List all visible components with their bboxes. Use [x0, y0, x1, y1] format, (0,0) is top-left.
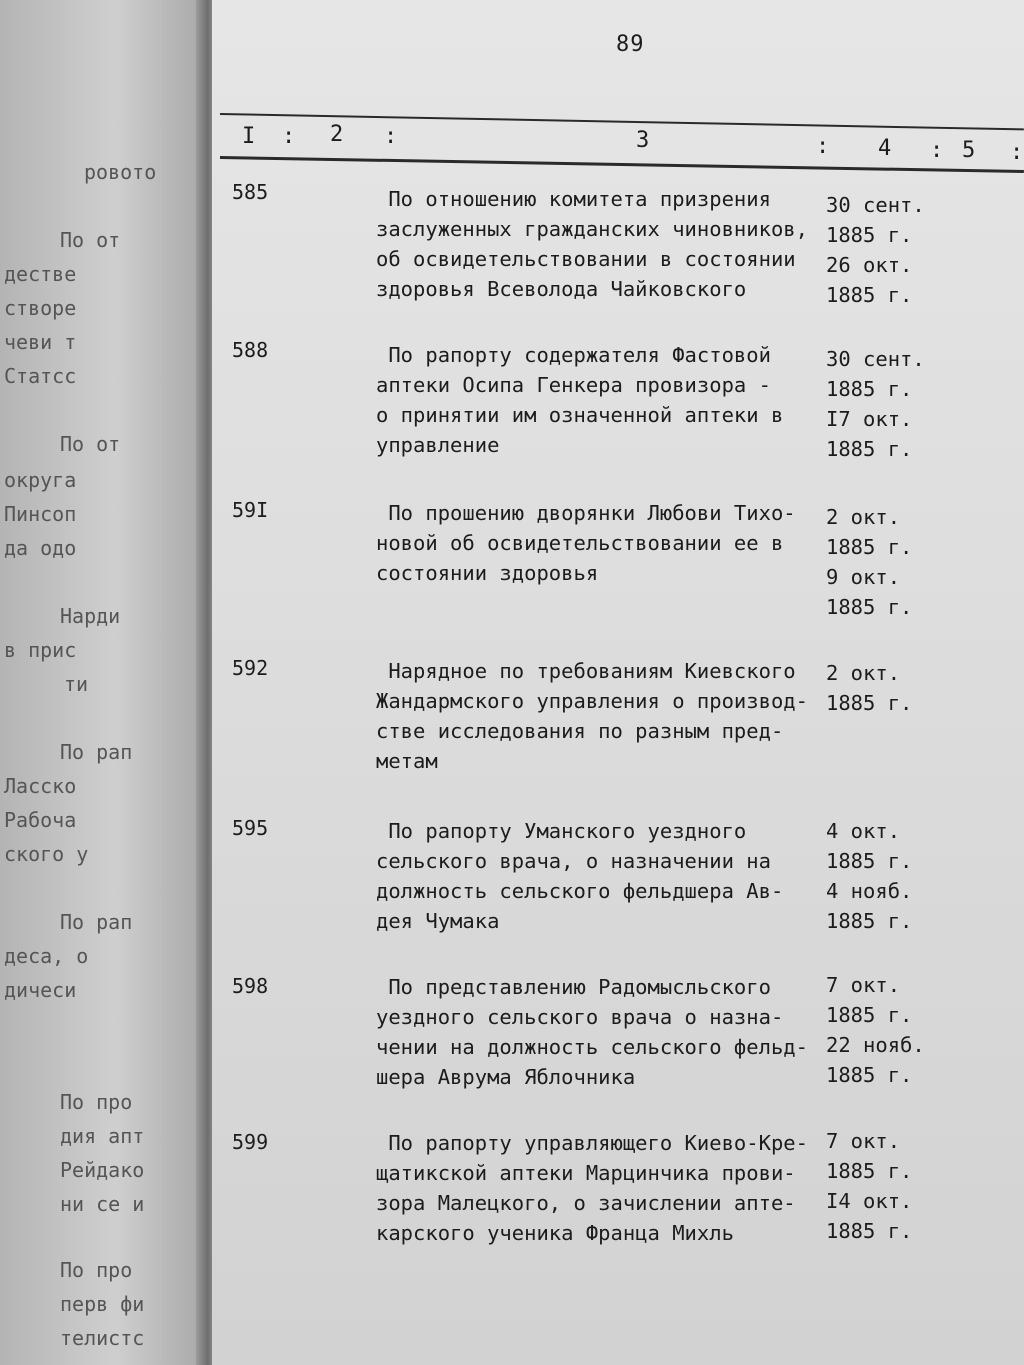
- fragment: дичеси: [4, 978, 77, 1002]
- facing-page: [0, 0, 210, 1365]
- entry-dates: [826, 1126, 946, 1246]
- fragment: дестве: [4, 262, 77, 286]
- fragment: в прис: [4, 638, 77, 662]
- fragment: Нарди: [60, 604, 121, 628]
- description-line: стве исследования по разным пред-: [376, 719, 784, 743]
- header-separator: :: [816, 134, 830, 159]
- date-end: 9 окт.: [826, 565, 901, 589]
- description-line: сельского врача, о назначении на: [376, 849, 771, 873]
- date-start: 4 окт.: [826, 819, 901, 843]
- fragment: ского у: [4, 842, 89, 866]
- description-line: По рапорту Уманского уездного: [376, 819, 747, 843]
- header-separator: :: [930, 138, 944, 163]
- description-line: По представлению Радомысльского: [376, 975, 771, 999]
- fragment: По про: [60, 1090, 133, 1114]
- fragment: Ласско: [4, 774, 77, 798]
- fragment: По от: [60, 432, 121, 456]
- fragment: Рейдако: [60, 1158, 145, 1182]
- fragment: дия апт: [60, 1124, 145, 1148]
- year-start: 1885 г.: [826, 1159, 913, 1183]
- fragment: створе: [4, 296, 77, 320]
- fragment: Статсс: [4, 364, 77, 388]
- entry-dates: [826, 344, 946, 464]
- description-line: заслуженных гражданских чиновников,: [376, 217, 808, 241]
- fragment: По от: [60, 228, 121, 252]
- date-start: 2 окт.: [826, 661, 901, 685]
- year-start: 1885 г.: [826, 535, 913, 559]
- entry-dates: [826, 816, 946, 936]
- entry-dates: [826, 502, 946, 622]
- entry-description: [376, 1128, 830, 1248]
- year-end: 1885 г.: [826, 283, 913, 307]
- description-line: об освидетельствовании в состоянии: [376, 247, 796, 271]
- description-line: карского ученика Франца Михль: [376, 1221, 734, 1245]
- description-line: По рапорту содержателя Фастовой: [376, 343, 771, 367]
- year-end: 1885 г.: [826, 595, 913, 619]
- header-separator: :: [1010, 140, 1024, 165]
- description-line: о принятии им означенной аптеки в: [376, 403, 784, 427]
- header-col-3: 3: [636, 128, 650, 153]
- entry-description: [376, 498, 830, 588]
- entry-number: 595: [232, 816, 269, 840]
- header-separator: :: [282, 124, 296, 149]
- description-line: состоянии здоровья: [376, 561, 599, 585]
- description-line: должность сельского фельдшера Ав-: [376, 879, 784, 903]
- page-number: 89: [616, 32, 645, 57]
- entry-description: [376, 656, 830, 776]
- description-line: По отношению комитета призрения: [376, 187, 771, 211]
- header-col-2: 2: [330, 122, 344, 147]
- year-start: 1885 г.: [826, 377, 913, 401]
- year-end: 1885 г.: [826, 1219, 913, 1243]
- description-line: чении на должность сельского фельд-: [376, 1035, 808, 1059]
- entry-description: [376, 184, 830, 304]
- description-line: Жандармского управления о производ-: [376, 689, 808, 713]
- entry-dates: [826, 658, 946, 718]
- fragment: Рабоча: [4, 808, 77, 832]
- header-col-1: I: [242, 124, 256, 149]
- fragment: чеви т: [4, 330, 77, 354]
- entry-description: [376, 340, 830, 460]
- year-end: 1885 г.: [826, 437, 913, 461]
- date-end: I4 окт.: [826, 1189, 913, 1213]
- header-separator: :: [384, 124, 398, 149]
- description-line: щатикской аптеки Марцинчика прови-: [376, 1161, 796, 1185]
- entry-number: 598: [232, 974, 269, 998]
- header-col-4: 4: [878, 136, 892, 161]
- fragment: Пинсоп: [4, 502, 77, 526]
- year-start: 1885 г.: [826, 1003, 913, 1027]
- description-line: Нарядное по требованиям Киевского: [376, 659, 796, 683]
- description-line: зора Малецкого, о зачислении апте-: [376, 1191, 796, 1215]
- entry-number: 592: [232, 656, 269, 680]
- fragment: По рап: [60, 740, 133, 764]
- fragment: По рап: [60, 910, 133, 934]
- entry-description: [376, 972, 830, 1092]
- fragment: деса, о: [4, 944, 89, 968]
- year-start: 1885 г.: [826, 223, 913, 247]
- date-start: 30 сент.: [826, 347, 925, 371]
- fragment: да одо: [4, 536, 77, 560]
- description-line: По рапорту управляющего Киево-Кре-: [376, 1131, 808, 1155]
- date-end: I7 окт.: [826, 407, 913, 431]
- entry-dates: [826, 970, 946, 1090]
- date-start: 30 сент.: [826, 193, 925, 217]
- entry-number: 59I: [232, 498, 269, 522]
- description-line: шера Аврума Яблочника: [376, 1065, 636, 1089]
- fragment: ни се и: [60, 1192, 145, 1216]
- fragment: ровото: [84, 160, 157, 184]
- description-line: аптеки Осипа Генкера провизора -: [376, 373, 771, 397]
- date-start: 7 окт.: [826, 973, 901, 997]
- fragment: По про: [60, 1258, 133, 1282]
- entry-number: 585: [232, 180, 269, 204]
- header-col-5: 5: [962, 138, 976, 163]
- date-start: 2 окт.: [826, 505, 901, 529]
- description-line: здоровья Всеволода Чайковского: [376, 277, 747, 301]
- fragment: округа: [4, 468, 77, 492]
- date-end: 4 нояб.: [826, 879, 913, 903]
- entry-number: 588: [232, 338, 269, 362]
- description-line: дея Чумака: [376, 909, 500, 933]
- year-end: 1885 г.: [826, 909, 913, 933]
- date-end: 22 нояб.: [826, 1033, 925, 1057]
- fragment: телистс: [60, 1326, 145, 1350]
- date-end: 26 окт.: [826, 253, 913, 277]
- entry-description: [376, 816, 830, 936]
- year-start: 1885 г.: [826, 691, 913, 715]
- entry-dates: [826, 190, 946, 310]
- year-start: 1885 г.: [826, 849, 913, 873]
- description-line: метам: [376, 749, 438, 773]
- description-line: управление: [376, 433, 500, 457]
- fragment: перв фи: [60, 1292, 145, 1316]
- date-start: 7 окт.: [826, 1129, 901, 1153]
- entry-number: 599: [232, 1130, 269, 1154]
- description-line: новой об освидетельствовании ее в: [376, 531, 784, 555]
- description-line: уездного сельского врача о назна-: [376, 1005, 784, 1029]
- fragment: ти: [64, 672, 89, 696]
- year-end: 1885 г.: [826, 1063, 913, 1087]
- description-line: По прошению дворянки Любови Тихо-: [376, 501, 796, 525]
